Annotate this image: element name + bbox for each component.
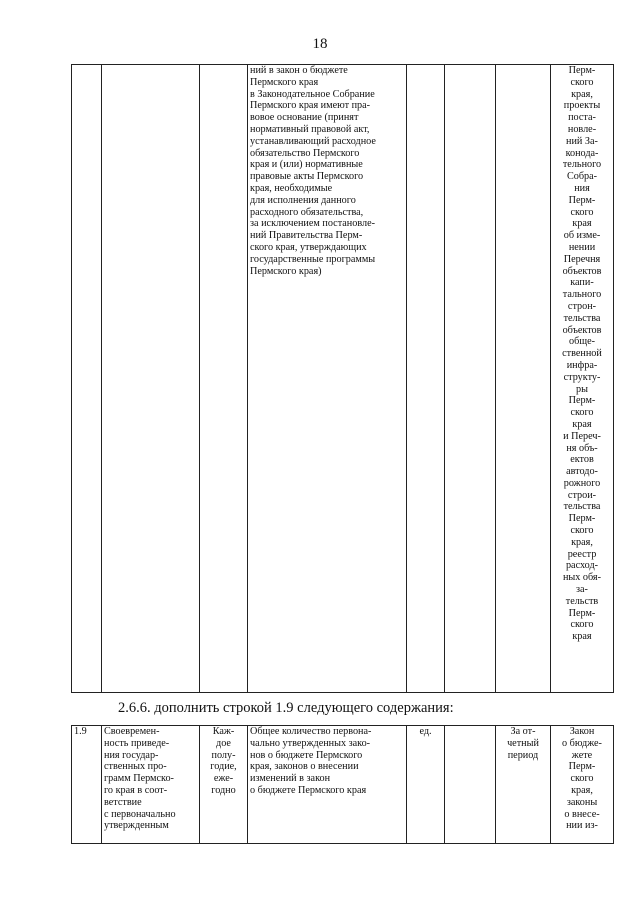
text-line: об изме- <box>563 230 601 242</box>
text-line: тельства <box>563 312 601 324</box>
source-text <box>553 65 611 643</box>
text-line: реестр <box>567 548 597 560</box>
unit-cell <box>407 726 445 844</box>
text-line: обще- <box>568 336 596 348</box>
text-line: края, необходимые <box>250 182 333 194</box>
text-line: ского <box>570 619 594 631</box>
text-line: Перм- <box>568 513 596 525</box>
text-line: о бюдже- <box>562 737 602 749</box>
text-line: расходного обязательства, <box>250 206 364 218</box>
cell-period <box>496 65 551 693</box>
text-line: Перм- <box>568 194 596 206</box>
cell-frequency <box>200 65 248 693</box>
text-line: ность приведе- <box>104 737 170 749</box>
text-line: края и (или) нормативные <box>250 159 363 171</box>
text-line: Собра- <box>566 171 598 183</box>
text-line: с первоначально <box>104 808 176 820</box>
text-line: еже- <box>213 773 234 785</box>
unit-text: ед. <box>419 726 432 737</box>
text-line: тельства <box>563 501 601 513</box>
text-line: и Переч- <box>563 430 601 442</box>
text-line: края, <box>571 88 593 100</box>
text-line: четный <box>507 737 539 749</box>
text-line: расход- <box>565 560 599 572</box>
text-line: автодо- <box>566 466 598 478</box>
text-line: вовое основание (принят <box>250 112 359 124</box>
text-line: ния государ- <box>104 749 159 761</box>
text-line: ского <box>570 206 594 218</box>
cell-unit <box>407 65 445 693</box>
text-line: края, <box>571 536 593 548</box>
text-line: новле- <box>567 123 597 135</box>
text-line: го края в соот- <box>104 784 168 796</box>
text-line: Перм- <box>568 395 596 407</box>
text-line: Своевремен- <box>104 726 160 737</box>
text-line: ского края, утверждающих <box>250 241 367 253</box>
text-line: строн- <box>567 300 597 312</box>
continued-table <box>71 64 614 693</box>
text-line: Перечня <box>563 253 601 265</box>
text-line: ветствие <box>104 796 142 808</box>
text-line: Общее количество первона- <box>250 726 372 737</box>
text-line: чально утвержденных зако- <box>250 737 371 749</box>
text-line: тельств <box>565 595 599 607</box>
cell-extra <box>445 65 496 693</box>
text-line: ний За- <box>566 135 598 147</box>
text-line: нормативный правовой акт, <box>250 123 370 135</box>
text-line: Пермского края имеют пра- <box>250 100 371 112</box>
text-line: ского <box>570 76 594 88</box>
text-line: ния <box>574 182 590 194</box>
text-line: за- <box>576 584 588 596</box>
description-text <box>250 726 404 797</box>
text-line: Пермского края <box>250 76 319 88</box>
text-line: в Законодательное Собрание <box>250 88 375 100</box>
text-line: Закон <box>569 726 595 737</box>
text-line: правовые акты Пермского <box>250 171 364 183</box>
text-line: края <box>572 218 592 230</box>
amendment-instruction: 2.6.6. дополнить строкой 1.9 следующего содержания: <box>118 700 454 716</box>
text-line: нов о бюджете Пермского <box>250 749 363 761</box>
text-line: структу- <box>563 371 601 383</box>
text-line: инфра- <box>566 359 598 371</box>
row-number: 1.9 <box>74 726 87 737</box>
text-line: о бюджете Пермского края <box>250 784 367 796</box>
text-line: жете <box>571 749 593 761</box>
text-line: Каж- <box>212 726 235 737</box>
text-line: объектов <box>562 324 602 336</box>
frequency-text <box>202 726 245 797</box>
extra-cell <box>445 726 496 844</box>
text-line: для исполнения данного <box>250 194 356 206</box>
text-line: изменений в закон <box>250 773 331 785</box>
text-line: ственных про- <box>104 761 167 773</box>
row-number-cell <box>72 726 102 844</box>
text-line: тального <box>562 289 602 301</box>
text-line: За от- <box>510 726 536 737</box>
text-line: Перм- <box>568 607 596 619</box>
source-law-text <box>553 726 611 832</box>
text-line: края, <box>571 784 593 796</box>
text-line: строи- <box>567 489 597 501</box>
frequency-cell <box>200 726 248 844</box>
text-line: капи- <box>570 277 594 289</box>
indicator-cell <box>102 726 200 844</box>
text-line: годно <box>211 784 236 796</box>
text-line: рожного <box>563 477 601 489</box>
text-line: Пермского края) <box>250 265 322 277</box>
source-cell <box>551 726 614 844</box>
period-text <box>498 726 548 761</box>
text-line: период <box>507 749 539 761</box>
text-line: ний Правительства Перм- <box>250 230 363 242</box>
text-line: ня объ- <box>566 442 598 454</box>
calculation-text <box>250 65 404 277</box>
cell-indicator <box>102 65 200 693</box>
text-line: края <box>572 631 592 643</box>
text-line: ского <box>570 407 594 419</box>
text-line: ственной <box>562 348 602 360</box>
text-line: ры <box>576 383 588 395</box>
text-line: ний в закон о бюджете <box>250 65 348 76</box>
text-line: нии из- <box>566 820 598 832</box>
text-line: обязательство Пермского <box>250 147 360 159</box>
text-line: объектов <box>562 265 602 277</box>
period-cell <box>496 726 551 844</box>
text-line: законы <box>566 796 598 808</box>
text-line: ского <box>570 773 594 785</box>
text-line: ского <box>570 525 594 537</box>
text-line: о внесе- <box>564 808 600 820</box>
text-line: ных обя- <box>562 572 602 584</box>
text-line: проекты <box>563 100 601 112</box>
text-line: нении <box>568 241 596 253</box>
text-line: государственные программы <box>250 253 376 265</box>
text-line: тельного <box>562 159 602 171</box>
new-row-table <box>71 725 614 844</box>
cell-source <box>551 65 614 693</box>
text-line: края <box>572 418 592 430</box>
text-line: поста- <box>568 112 596 124</box>
page-number: 18 <box>312 36 328 52</box>
text-line: края, законов о внесении <box>250 761 359 773</box>
cell-number <box>72 65 102 693</box>
text-line: грамм Пермско- <box>104 773 174 785</box>
text-line: утвержденным <box>104 820 169 832</box>
text-line: конода- <box>565 147 599 159</box>
text-line: годие, <box>210 761 237 773</box>
description-cell <box>248 726 407 844</box>
text-line: ектов <box>570 454 594 466</box>
text-line: за исключением постановле- <box>250 218 376 230</box>
text-line: устанавливающий расходное <box>250 135 376 147</box>
cell-calculation <box>248 65 407 693</box>
text-line: Перм- <box>568 761 596 773</box>
text-line: Перм- <box>568 65 596 76</box>
indicator-text <box>104 726 197 832</box>
text-line: полу- <box>211 749 236 761</box>
text-line: дое <box>216 737 231 749</box>
